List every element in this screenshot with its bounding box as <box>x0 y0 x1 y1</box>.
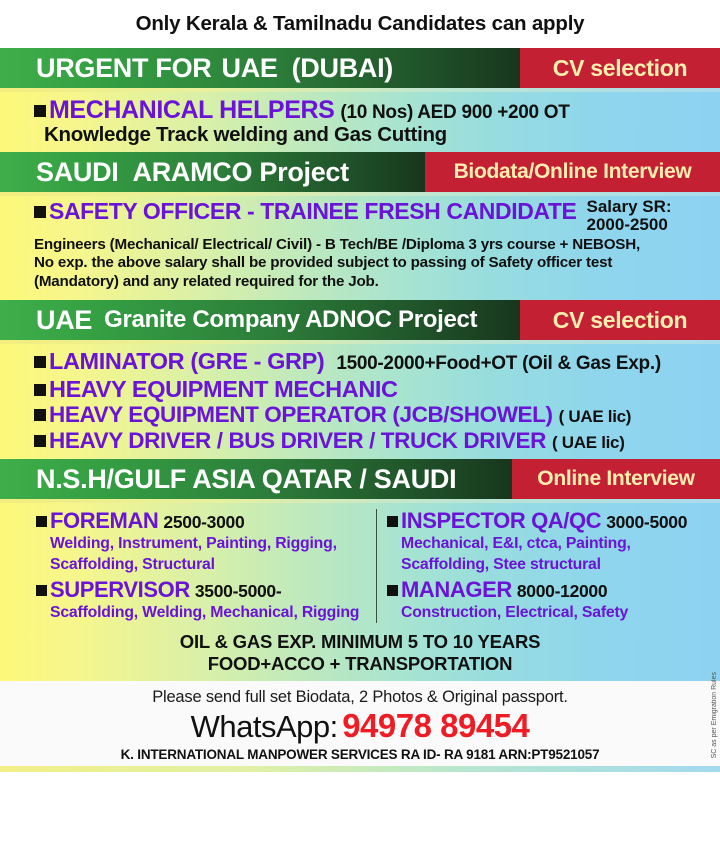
requirements-line-2: No exp. the above salary shall be provided subject to passing of Safety officer test <box>34 254 613 272</box>
job-title: INSPECTOR QA/QC <box>401 508 602 534</box>
contact-footer <box>0 671 720 766</box>
bar-trail-adnoc: Granite Company ADNOC Project <box>104 306 478 334</box>
square-bullet-icon <box>34 105 46 117</box>
job-title-group <box>34 198 577 225</box>
emigration-rules-note: SC as per Emigration Rules <box>711 671 718 758</box>
job-row-foreman <box>36 509 376 533</box>
job-pay: 3500-5000- <box>194 580 282 601</box>
section-bar-nsh-gulf-asia <box>0 459 720 499</box>
bar-green-saudi <box>0 152 425 192</box>
job-subline: Scaffolding, Structural <box>50 556 215 574</box>
square-bullet-icon <box>34 409 46 421</box>
job-subline: Mechanical, E&I, ctca, Painting, <box>401 535 631 553</box>
job-row-heavy-equipment-mechanic <box>0 377 720 404</box>
bar-green-uae-granite <box>0 300 520 340</box>
bar-tag-label: CV selection <box>552 54 688 81</box>
job-subline: Construction, Electrical, Safety <box>401 603 629 621</box>
whatsapp-label: WhatsApp: <box>190 709 338 745</box>
requirements-line-1: Engineers (Mechanical/ Electrical/ Civil) - B Tech/BE /Diploma 3 yrs course + NEBOSH, <box>34 235 641 253</box>
bar-tag-cv-selection-1 <box>520 48 720 88</box>
job-title: MANAGER <box>401 576 512 602</box>
jobs-block-uae-granite <box>0 344 720 459</box>
bottom-stripe <box>0 766 720 772</box>
job-title: SUPERVISOR <box>50 576 190 602</box>
bar-tag-biodata-interview <box>425 152 720 192</box>
job-row-safety-officer <box>0 196 720 234</box>
two-column-jobs-section <box>0 503 720 627</box>
job-title: MECHANICAL HELPERS <box>49 96 335 124</box>
column-left <box>0 509 376 623</box>
square-bullet-icon <box>387 585 398 596</box>
job-title: FOREMAN <box>50 508 159 534</box>
jobs-block-uae-dubai <box>0 92 720 152</box>
square-bullet-icon <box>387 516 398 527</box>
company-registration: K. INTERNATIONAL MANPOWER SERVICES RA ID- RA 9181 ARN:PT9521057 <box>120 746 600 762</box>
job-row-heavy-driver <box>0 429 720 453</box>
send-instruction: Please send full set Biodata, 2 Photos & Original passport. <box>152 688 568 707</box>
bar-trail-aramco: ARAMCO Project <box>132 156 349 187</box>
page-title-text: Only Kerala & Tamilnadu Candidates can apply <box>135 12 585 35</box>
bar-lead-label: URGENT FOR <box>36 52 212 83</box>
square-bullet-icon <box>34 206 46 218</box>
square-bullet-icon <box>34 356 46 368</box>
page-title <box>0 0 720 48</box>
job-row-laminator <box>0 349 720 376</box>
bar-tag-cv-selection-2 <box>520 300 720 340</box>
job-pay: 8000-12000 <box>516 580 608 601</box>
experience-note <box>0 627 720 681</box>
salary-value: 2000-2500 <box>586 214 668 234</box>
bar-highlight-uae: UAE <box>221 52 278 83</box>
job-title: HEAVY EQUIPMENT MECHANIC <box>49 375 398 402</box>
square-bullet-icon <box>34 384 46 396</box>
job-row-manager <box>387 578 720 602</box>
job-row-heavy-equipment-operator <box>0 403 720 429</box>
bar-highlight-uae: UAE <box>36 304 93 335</box>
jobs-block-saudi <box>0 196 720 300</box>
bar-green-nsh <box>0 459 512 499</box>
job-detail: ( UAE lic) <box>558 407 632 427</box>
job-detail: (10 Nos) AED 900 +200 OT <box>340 102 570 123</box>
job-subline-mechanical-helpers: Knowledge Track welding and Gas Cutting <box>44 122 447 146</box>
section-bar-uae-granite <box>0 300 720 340</box>
square-bullet-icon <box>36 585 47 596</box>
job-row-supervisor <box>36 578 376 602</box>
job-title: LAMINATOR (GRE - GRP) <box>49 348 325 375</box>
bar-green-uae-dubai <box>0 48 520 88</box>
bar-tag-online-interview <box>512 459 720 499</box>
experience-note-line-1: OIL & GAS EXP. MINIMUM 5 TO 10 YEARS <box>179 630 541 652</box>
bar-tag-label: Biodata/Online Interview <box>453 160 692 184</box>
bar-highlight-saudi: SAUDI <box>36 156 119 187</box>
section-bar-saudi-aramco <box>0 152 720 192</box>
job-row-mechanical-helpers <box>0 97 720 124</box>
job-title: HEAVY DRIVER / BUS DRIVER / TRUCK DRIVER <box>49 428 546 454</box>
bar-trail-dubai: (DUBAI) <box>291 52 393 83</box>
column-right <box>376 509 720 623</box>
job-detail: 1500-2000+Food+OT (Oil & Gas Exp.) <box>336 353 661 375</box>
bar-tag-label: Online Interview <box>537 467 695 491</box>
salary-label: Salary SR: <box>586 197 672 217</box>
requirements-paragraph <box>0 234 720 296</box>
square-bullet-icon <box>34 435 46 447</box>
job-row-inspector <box>387 509 720 533</box>
job-title: HEAVY EQUIPMENT OPERATOR (JCB/SHOWEL) <box>49 402 553 428</box>
job-pay: 2500-3000 <box>163 512 245 533</box>
bar-tag-label: CV selection <box>552 306 688 333</box>
job-detail: ( UAE lic) <box>552 433 625 453</box>
whatsapp-contact[interactable] <box>0 709 720 744</box>
job-salary-block <box>587 198 672 234</box>
job-pay: 3000-5000 <box>606 512 688 533</box>
job-subline: Welding, Instrument, Painting, Rigging, <box>50 535 337 553</box>
job-subline: Scaffolding, Stee structural <box>401 556 601 574</box>
experience-note-line-2: FOOD+ACCO + TRANSPORTATION <box>207 653 513 675</box>
whatsapp-number[interactable]: 94978 89454 <box>342 707 530 745</box>
bar-trail-nsh: N.S.H/GULF ASIA QATAR / SAUDI <box>36 463 457 494</box>
job-title: SAFETY OFFICER - TRAINEE FRESH CANDIDATE <box>49 198 577 225</box>
job-subline: Scaffolding, Welding, Mechanical, Rigging <box>50 603 360 621</box>
square-bullet-icon <box>36 516 47 527</box>
section-bar-uae-dubai <box>0 48 720 88</box>
requirements-line-3: (Mandatory) and any related required for the Job. <box>34 272 379 290</box>
